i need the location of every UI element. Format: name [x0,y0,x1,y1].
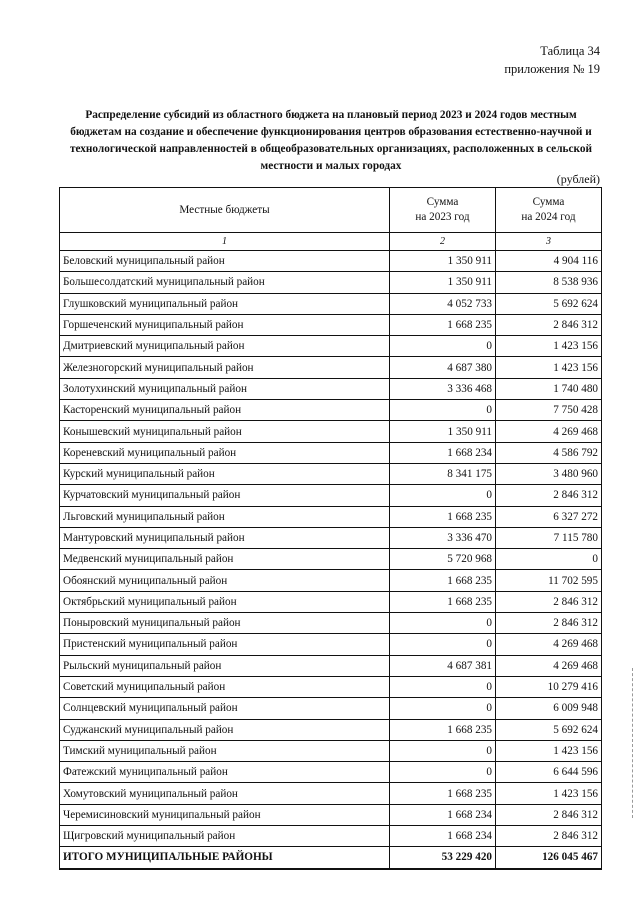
amount-2024: 1 423 156 [496,357,602,378]
amount-2024: 7 115 780 [496,527,602,548]
table-row [60,421,602,442]
district-name: Поныровский муниципальный район [60,613,390,634]
column-number: 3 [496,233,602,251]
amount-2024: 5 692 624 [496,293,602,314]
total-label: ИТОГО МУНИЦИПАЛЬНЫЕ РАЙОНЫ [60,847,390,869]
amount-2024: 4 269 468 [496,634,602,655]
table-row [60,442,602,463]
district-name: Фатежский муниципальный район [60,762,390,783]
amount-2024: 6 327 272 [496,506,602,527]
district-name: Солнцевский муниципальный район [60,698,390,719]
amount-2023: 4 687 381 [390,655,496,676]
table-row [60,634,602,655]
column-number: 2 [390,233,496,251]
district-name: Железногорский муниципальный район [60,357,390,378]
amount-2024: 4 904 116 [496,251,602,272]
district-name: Конышевский муниципальный район [60,421,390,442]
district-name: Льговский муниципальный район [60,506,390,527]
amount-2023: 0 [390,485,496,506]
amount-2023: 0 [390,400,496,421]
amount-2024: 3 480 960 [496,463,602,484]
amount-2024: 8 538 936 [496,272,602,293]
amount-2023: 1 668 234 [390,442,496,463]
district-name: Медвенский муниципальный район [60,549,390,570]
amount-2023: 1 668 235 [390,783,496,804]
table-row [60,826,602,847]
table-row [60,549,602,570]
district-name: Октябрьский муниципальный район [60,591,390,612]
amount-2024: 11 702 595 [496,570,602,591]
table-row [60,570,602,591]
column-header-2024: Сумма на 2024 год [496,188,602,233]
table-row [60,336,602,357]
table-row [60,676,602,697]
amount-2024: 4 586 792 [496,442,602,463]
amount-2023: 1 350 911 [390,251,496,272]
amount-2023: 0 [390,698,496,719]
appendix-label: приложения № 19 [504,62,600,76]
amount-2023: 5 720 968 [390,549,496,570]
district-name: Горшеченский муниципальный район [60,314,390,335]
amount-2024: 1 423 156 [496,336,602,357]
district-name: Суджанский муниципальный район [60,719,390,740]
amount-2023: 1 668 235 [390,506,496,527]
column-header-name: Местные бюджеты [60,188,390,233]
amount-2023: 1 668 234 [390,826,496,847]
district-name: Обоянский муниципальный район [60,570,390,591]
table-row [60,506,602,527]
table-header-row [60,188,602,233]
total-2023: 53 229 420 [390,847,496,869]
amount-2023: 1 668 234 [390,804,496,825]
amount-2024: 0 [496,549,602,570]
amount-2023: 8 341 175 [390,463,496,484]
total-2024: 126 045 467 [496,847,602,869]
amount-2023: 0 [390,336,496,357]
table-row [60,698,602,719]
scan-edge-mark [632,668,636,818]
district-name: Золотухинский муниципальный район [60,378,390,399]
column-header-2023: Сумма на 2023 год [390,188,496,233]
district-name: Рыльский муниципальный район [60,655,390,676]
table-row [60,613,602,634]
table-row [60,655,602,676]
table-row [60,804,602,825]
amount-2023: 0 [390,634,496,655]
amount-2023: 1 668 235 [390,719,496,740]
amount-2023: 3 336 468 [390,378,496,399]
amount-2024: 6 009 948 [496,698,602,719]
amount-2023: 0 [390,613,496,634]
amount-2023: 1 350 911 [390,421,496,442]
budget-table [59,187,602,870]
district-name: Большесолдатский муниципальный район [60,272,390,293]
district-name: Курский муниципальный район [60,463,390,484]
table-row [60,293,602,314]
table-row [60,762,602,783]
amount-2024: 5 692 624 [496,719,602,740]
amount-2024: 1 740 480 [496,378,602,399]
amount-2023: 1 350 911 [390,272,496,293]
amount-2023: 3 336 470 [390,527,496,548]
amount-2024: 4 269 468 [496,421,602,442]
amount-2024: 2 846 312 [496,804,602,825]
district-name: Курчатовский муниципальный район [60,485,390,506]
table-row [60,378,602,399]
table-row [60,591,602,612]
amount-2024: 7 750 428 [496,400,602,421]
district-name: Щигровский муниципальный район [60,826,390,847]
amount-2023: 4 052 733 [390,293,496,314]
table-row [60,357,602,378]
table-body [60,251,602,847]
table-row [60,314,602,335]
document-title: Распределение субсидий из областного бюджета на плановый период 2023 и 2024 годов местным бюджетам на создание и обеспечение функционирования центров образования естественно-научной и технологической направленностей в общеобразовательных организациях, расположенных в сельской местности и малых городах [69,109,593,172]
amount-2024: 1 423 156 [496,783,602,804]
amount-2024: 1 423 156 [496,740,602,761]
amount-2024: 4 269 468 [496,655,602,676]
column-numbers-row [60,233,602,251]
table-row [60,400,602,421]
amount-2023: 1 668 235 [390,570,496,591]
table-row [60,527,602,548]
amount-2024: 2 846 312 [496,591,602,612]
district-name: Тимский муниципальный район [60,740,390,761]
amount-2024: 2 846 312 [496,613,602,634]
table-row [60,719,602,740]
table-row [60,485,602,506]
page-header [504,42,600,78]
amount-2024: 6 644 596 [496,762,602,783]
amount-2024: 10 279 416 [496,676,602,697]
amount-2024: 2 846 312 [496,826,602,847]
amount-2023: 1 668 235 [390,591,496,612]
table-row [60,740,602,761]
district-name: Кореневский муниципальный район [60,442,390,463]
table-row [60,463,602,484]
amount-2024: 2 846 312 [496,485,602,506]
district-name: Глушковский муниципальный район [60,293,390,314]
column-number: 1 [60,233,390,251]
amount-2023: 1 668 235 [390,314,496,335]
table-label: Таблица 34 [540,44,600,58]
district-name: Хомутовский муниципальный район [60,783,390,804]
district-name: Пристенский муниципальный район [60,634,390,655]
amount-2023: 4 687 380 [390,357,496,378]
table-row [60,272,602,293]
district-name: Беловский муниципальный район [60,251,390,272]
amount-2023: 0 [390,676,496,697]
table-row [60,251,602,272]
district-name: Черемисиновский муниципальный район [60,804,390,825]
units-label: (рублей) [556,172,600,186]
table-row [60,783,602,804]
amount-2023: 0 [390,762,496,783]
amount-2023: 0 [390,740,496,761]
district-name: Советский муниципальный район [60,676,390,697]
district-name: Мантуровский муниципальный район [60,527,390,548]
district-name: Дмитриевский муниципальный район [60,336,390,357]
total-row [60,847,602,869]
district-name: Касторенский муниципальный район [60,400,390,421]
amount-2024: 2 846 312 [496,314,602,335]
